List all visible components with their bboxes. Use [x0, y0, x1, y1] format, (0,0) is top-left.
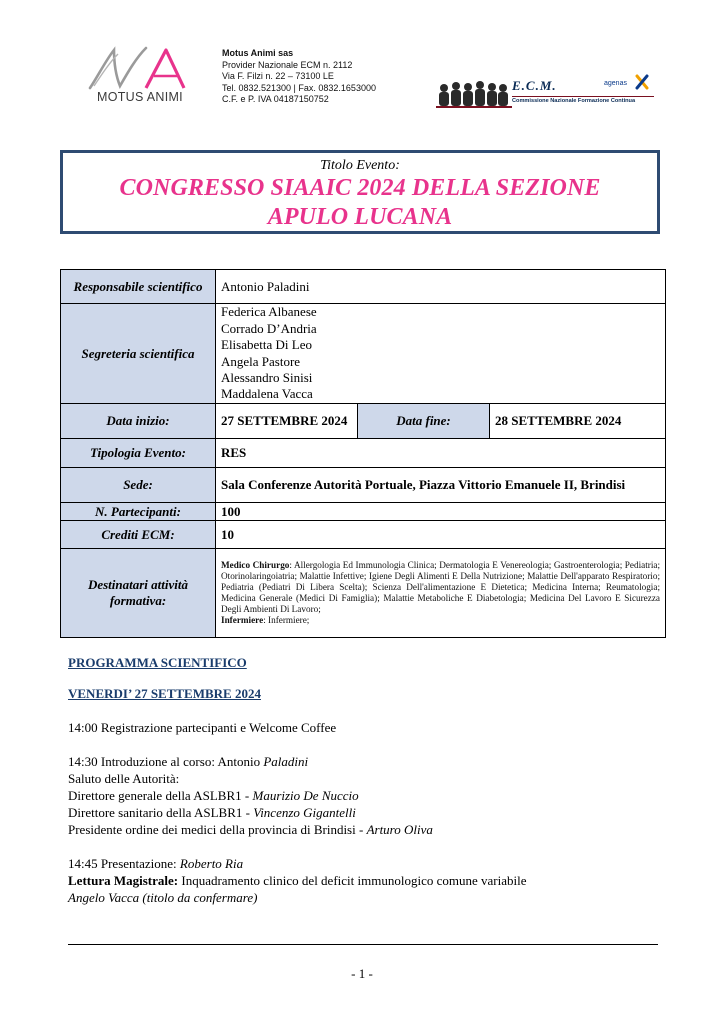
footer-divider — [68, 944, 658, 945]
table-row — [61, 304, 666, 404]
tipologia-label: Tipologia Evento: — [61, 439, 216, 468]
program-item — [68, 855, 668, 872]
program-item-text: 14:30 Introduzione al corso: Antonio — [68, 754, 264, 769]
program-item-text: Presidente ordine dei medici della provincia di Brindisi - — [68, 822, 367, 837]
event-title-box — [60, 150, 660, 234]
program-item — [68, 753, 668, 770]
medico-label: Medico Chirurgo — [221, 560, 290, 570]
responsabile-label: Responsabile scientifico — [61, 270, 216, 304]
company-vat: C.F. e P. IVA 04187150752 — [222, 94, 329, 104]
company-provider: Provider Nazionale ECM n. 2112 — [222, 59, 353, 70]
table-row — [61, 439, 666, 468]
segreteria-member: Federica Albanese — [221, 304, 317, 320]
table-row — [61, 404, 666, 439]
program-item — [68, 872, 668, 889]
segreteria-member: Maddalena Vacca — [221, 386, 313, 402]
speaker-name: Arturo Oliva — [366, 822, 433, 837]
program-item — [68, 889, 668, 906]
segreteria-member: Alessandro Sinisi — [221, 369, 313, 385]
ecm-logo — [436, 72, 654, 110]
company-address: Via F. Filzi n. 22 – 73100 LE — [222, 71, 334, 81]
crediti-label: Crediti ECM: — [61, 521, 216, 549]
ecm-subtitle: Commissione Nazionale Formazione Continua — [512, 96, 654, 104]
data-inizio-value: 27 SETTEMBRE 2024 — [216, 404, 358, 439]
speaker-name: Maurizio De Nuccio — [252, 788, 359, 803]
speaker-name: Vincenzo Gigantelli — [253, 805, 356, 820]
segreteria-member: Angela Pastore — [221, 353, 301, 369]
sede-label: Sede: — [61, 468, 216, 503]
table-row — [61, 270, 666, 304]
agenas-x-icon — [634, 74, 650, 90]
event-title-label: Titolo Evento: — [320, 158, 400, 173]
company-phone: Tel. 0832.521300 | Fax. 0832.1653000 — [222, 82, 376, 93]
segreteria-label: Segreteria scientifica — [61, 304, 216, 404]
table-row — [61, 549, 666, 638]
speaker-name: Angelo Vacca (titolo da confermare) — [68, 890, 258, 905]
responsabile-value: Antonio Paladini — [216, 270, 666, 304]
segreteria-member: Corrado D’Andria — [221, 320, 317, 336]
program-item-text: 14:45 Presentazione: — [68, 856, 180, 871]
program-item-text: Inquadramento clinico del deficit immunologico comune variabile — [178, 873, 527, 888]
agenas-logo-text: agenas — [604, 80, 627, 87]
partecipanti-label: N. Partecipanti: — [61, 503, 216, 521]
segreteria-member: Elisabetta Di Leo — [221, 337, 312, 353]
infermiere-disciplines: : Infermiere; — [263, 615, 310, 625]
program-item — [68, 804, 668, 821]
program-item-text: Direttore generale della ASLBR1 - — [68, 788, 253, 803]
table-row — [61, 503, 666, 521]
company-name: Motus Animi sas — [222, 48, 294, 58]
sede-value: Sala Conferenze Autorità Portuale, Piazza Vittorio Emanuele II, Brindisi — [216, 468, 666, 503]
lettura-label: Lettura Magistrale: — [68, 873, 179, 888]
ecm-title: E.C.M. — [512, 78, 557, 93]
medico-disciplines: : Allergologia Ed Immunologia Clinica; Dermatologia E Venereologia; Gastroenterologia; Pediatria; Otorinolaringoiatria; Malattie Infettive; Igiene Degli Alimenti E Della Nutrizione; Malattie Dell'apparato Respiratorio; Pediatria (Pediatri Di Libera Scelta); Scienza Dell'alimentazione E Dietetica; Medicina Interna; Reumatologia; Medicina Generale (Medici Di Famiglia); Malattie Metaboliche E Diabetologia; Medicina Del Lavoro E Sicurezza Degli Ambienti Di Lavoro; — [221, 560, 660, 614]
data-fine-value: 28 SETTEMBRE 2024 — [490, 404, 666, 439]
event-title-line-2: APULO LUCANA — [267, 204, 453, 230]
logo-text: MOTUS ANIMI — [97, 90, 183, 104]
ecm-people-icon — [436, 72, 512, 110]
partecipanti-value: 100 — [216, 503, 666, 521]
page-number: - 1 - — [351, 966, 373, 981]
infermiere-label: Infermiere — [221, 615, 264, 625]
speaker-name: Roberto Ria — [179, 856, 244, 871]
crediti-value: 10 — [216, 521, 666, 549]
data-inizio-label: Data inizio: — [61, 404, 216, 439]
segreteria-members — [216, 304, 666, 404]
event-info-table — [60, 269, 666, 638]
motus-animi-logo — [84, 46, 192, 108]
table-row — [61, 521, 666, 549]
program-item: 14:00 Registrazione partecipanti e Welcome Coffee — [68, 720, 337, 735]
event-title-line-1: CONGRESSO SIAAIC 2024 DELLA SEZIONE — [119, 175, 601, 201]
program-heading: PROGRAMMA SCIENTIFICO — [68, 655, 247, 670]
program-item — [68, 821, 668, 838]
destinatari-label: Destinatari attività formativa: — [61, 549, 216, 638]
program-item-text: Direttore sanitario della ASLBR1 - — [68, 805, 254, 820]
company-info — [222, 48, 376, 106]
tipologia-value: RES — [216, 439, 666, 468]
program-body — [68, 719, 668, 906]
speaker-name: Paladini — [263, 754, 309, 769]
destinatari-value — [216, 549, 666, 638]
ma-monogram-icon — [84, 46, 192, 92]
table-row — [61, 468, 666, 503]
event-title — [63, 174, 657, 232]
program-item — [68, 787, 668, 804]
data-fine-label: Data fine: — [358, 404, 490, 439]
program-item: Saluto delle Autorità: — [68, 771, 180, 786]
program-day-heading: VENERDI’ 27 SETTEMBRE 2024 — [68, 686, 261, 701]
